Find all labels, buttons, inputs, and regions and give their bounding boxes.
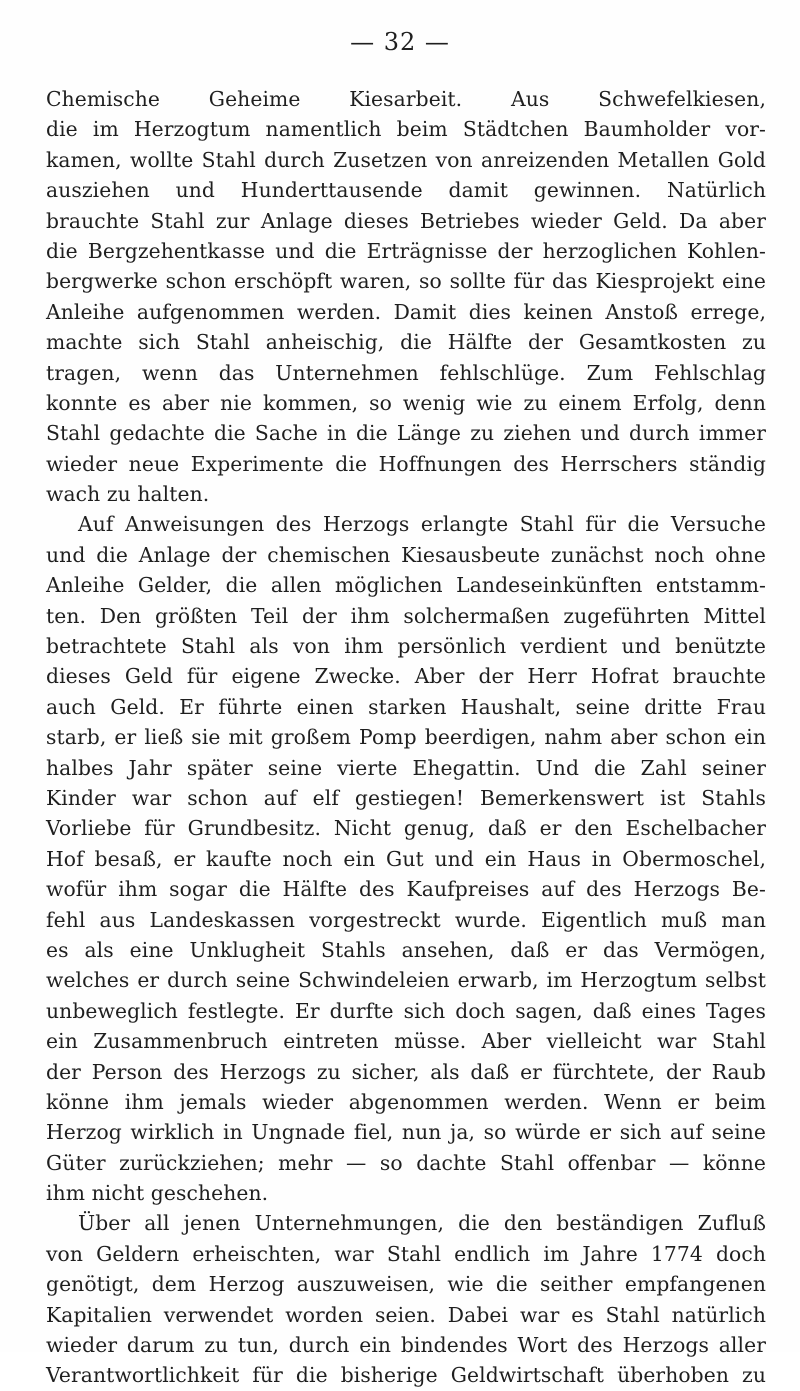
- text-line: ten. Den größten Teil der ihm solchermaßen zugeführten Mittel: [46, 603, 766, 628]
- text-line: Hof besaß, er kaufte noch ein Gut und ein Haus in Obermoschel,: [46, 846, 766, 871]
- text-line: tragen, wenn das Unternehmen fehlschlüge. Zum Fehlschlag: [46, 360, 766, 385]
- text-line: wieder darum zu tun, durch ein bindendes Wort des Herzogs aller: [46, 1333, 766, 1358]
- text-line: Herzog wirklich in Ungnade fiel, nun ja, so würde er sich auf seine: [46, 1120, 766, 1145]
- paragraph: [46, 509, 766, 1208]
- text-line: und die Anlage der chemischen Kiesausbeute zunächst noch ohne: [46, 542, 766, 567]
- text-line: ausziehen und Hunderttausende damit gewinnen. Natürlich: [46, 178, 766, 203]
- text-line: Anleihe Gelder, die allen möglichen Landeseinkünften entstamm-: [46, 573, 766, 598]
- text-line: auch Geld. Er führte einen starken Haushalt, seine dritte Frau: [46, 694, 766, 719]
- text-line: machte sich Stahl anheischig, die Hälfte der Gesamtkosten zu: [46, 330, 766, 355]
- text-line: Über all jenen Unternehmungen, die den beständigen Zufluß: [78, 1211, 766, 1236]
- text-line: der Person des Herzogs zu sicher, als daß er fürchtete, der Raub: [46, 1059, 766, 1084]
- text-line: betrachtete Stahl als von ihm persönlich verdient und benützte: [46, 634, 766, 659]
- text-line: könne ihm jemals wieder abgenommen werden. Wenn er beim: [46, 1089, 766, 1114]
- text-line: ein Zusammenbruch eintreten müsse. Aber vielleicht war Stahl: [46, 1029, 766, 1054]
- body-text: [46, 84, 766, 1391]
- paragraph: [46, 84, 766, 509]
- text-line: welches er durch seine Schwindeleien erwarb, im Herzogtum selbst: [46, 968, 766, 993]
- text-line: Stahl gedachte die Sache in die Länge zu ziehen und durch immer: [46, 421, 766, 446]
- text-line: Anleihe aufgenommen werden. Damit dies keinen Anstoß errege,: [46, 299, 766, 324]
- text-line: fehl aus Landeskassen vorgestreckt wurde. Eigentlich muß man: [46, 907, 766, 932]
- text-line: wofür ihm sogar die Hälfte des Kaufpreises auf des Herzogs Be-: [46, 877, 766, 902]
- text-line: genötigt, dem Herzog auszuweisen, wie die seither empfangenen: [46, 1272, 766, 1297]
- text-line: ihm nicht geschehen.: [46, 1181, 269, 1206]
- text-line: wieder neue Experimente die Hoffnungen des Herrschers ständig: [46, 451, 766, 476]
- text-line: dieses Geld für eigene Zwecke. Aber der Herr Hofrat brauchte: [46, 664, 766, 689]
- text-line: brauchte Stahl zur Anlage dieses Betriebes wieder Geld. Da aber: [46, 208, 766, 233]
- page-number: — 32 —: [350, 28, 450, 56]
- text-line: halbes Jahr später seine vierte Ehegattin. Und die Zahl seiner: [46, 755, 766, 780]
- text-line: Güter zurückziehen; mehr — so dachte Stahl offenbar — könne: [46, 1150, 766, 1175]
- text-line: von Geldern erheischten, war Stahl endlich im Jahre 1774 doch: [46, 1241, 766, 1266]
- text-line: wach zu halten.: [46, 482, 210, 507]
- text-line: bergwerke schon erschöpft waren, so sollte für das Kiesprojekt eine: [46, 269, 766, 294]
- text-line: Kapitalien verwendet worden seien. Dabei war es Stahl natürlich: [46, 1302, 766, 1327]
- text-line: Kinder war schon auf elf gestiegen! Bemerkenswert ist Stahls: [46, 785, 766, 810]
- text-line: die Bergzehentkasse und die Erträgnisse der herzoglichen Kohlen-: [46, 238, 766, 263]
- paragraph: [46, 1208, 766, 1390]
- text-line: Auf Anweisungen des Herzogs erlangte Stahl für die Versuche: [78, 512, 766, 537]
- text-line: unbeweglich festlegte. Er durfte sich doch sagen, daß eines Tages: [46, 998, 766, 1023]
- text-line: die im Herzogtum namentlich beim Städtchen Baumholder vor-: [46, 117, 766, 142]
- text-line: konnte es aber nie kommen, so wenig wie zu einem Erfolg, denn: [46, 390, 766, 415]
- text-line: kamen, wollte Stahl durch Zusetzen von anreizenden Metallen Gold: [46, 147, 766, 172]
- text-line: Chemische Geheime Kiesarbeit. Aus Schwefelkiesen,: [46, 87, 766, 111]
- text-line: starb, er ließ sie mit großem Pomp beerdigen, nahm aber schon ein: [46, 725, 766, 750]
- text-line: Verantwortlichkeit für die bisherige Geldwirtschaft überhoben zu: [46, 1363, 766, 1388]
- text-line: Vorliebe für Grundbesitz. Nicht genug, daß er den Eschelbacher: [46, 816, 766, 841]
- text-line: es als eine Unklugheit Stahls ansehen, daß er das Vermögen,: [46, 937, 766, 962]
